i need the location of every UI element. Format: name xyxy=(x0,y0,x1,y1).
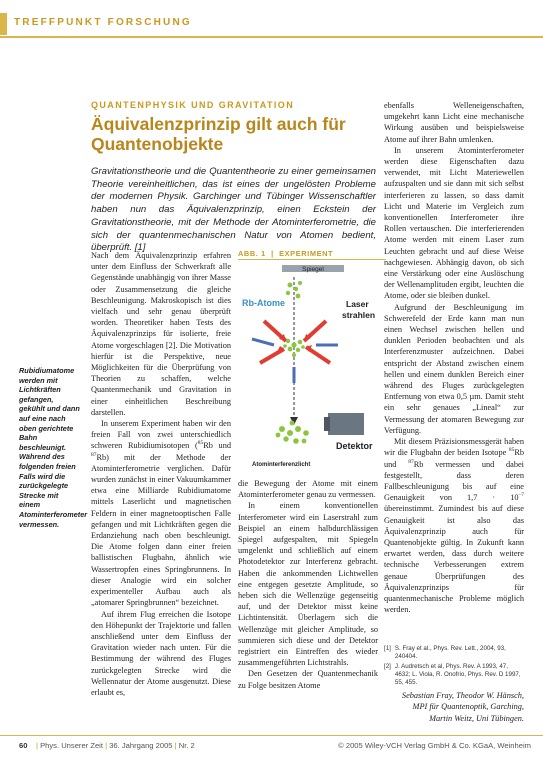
col3-paragraph-4: Mit diesem Präzisionsmessgerät haben wir die Flugbahn der beiden Isotope $^{85}$Rb und $^{87}$Rb vermessen und dabei festgestellt, dass deren Fallbeschleunigung bis auf eine Genauigkeit von $1,7 \cdot 10^{-7}$ übereinstimmt. Zumindest bis auf diese Genauigkeit ist also das Äquivalenzprinzip auch für Quantenobjekte gültig. In Zukunft kann erwartet werden, dass durch weitere technische Verbesserungen extrem genaue Überprüfungen des Äquivalenzprinzips für quantenmechanische Probleme möglich werden. xyxy=(384,437,524,615)
journal-info: | Phys. Unserer Zeit | 36. Jahrgang 2005 | Nr. 2 xyxy=(36,741,195,750)
page-footer xyxy=(0,735,543,753)
header-rule xyxy=(0,36,543,38)
article-lead: Gravitationstheorie und die Quantentheorie zu einer gemeinsamen Theorie vereinheitlichen, das ist eines der ungelösten Probleme der modernen Physik. Garchinger und Tübinger Wissenschaftler haben nun das Äquivalenzprinzip, einen Eckstein der Gravitationstheorie, mit der Methode der Atominterferometrie, die sich der quantenmechanischen Natur von Atomen bedient, überprüft. [1] xyxy=(91,166,376,254)
footer-rule xyxy=(0,735,543,736)
col2-paragraph-3: Den Gesetzen der Quantenmechanik zu Folge besitzen Atome xyxy=(238,669,378,690)
signature-line-3: Martin Weitz, Uni Tübingen. xyxy=(429,713,524,723)
header-label: TREFFPUNKT FORSCHUNG xyxy=(14,17,192,28)
rb-atoms-label: Rb-Atome xyxy=(242,298,285,308)
interference-light-label: Atominterferenzlicht xyxy=(252,462,311,468)
laser-label-2: strahlen xyxy=(342,310,376,320)
atom-cloud-bottom xyxy=(276,421,309,444)
col1-paragraph-1: Nach dem Äquivalenzprinzip erfahren unter dem Einfluss der Schwerkraft alle Gegenstände unabhängig von ihrer Masse oder Zusammensetzung die gleiche Beschleunigung. Makroskopisch ist dies vielfach und sehr genau überprüft worden. Theoretiker haben Tests des Äquivalenzprinzips für isolierte, freie Atome vorgeschlagen [2]. Die Motivation hierfür ist die Perspektive, neue Möglichkeiten für die Überprüfung von Theorien zu schaffen, welche Quantenmechanik und Gravitation in einer einheitlichen Beschreibung darstellen. xyxy=(91,251,231,417)
page-number: 60 xyxy=(19,741,28,750)
detector-label: Detektor xyxy=(336,441,373,451)
copyright: © 2005 Wiley-VCH Verlag GmbH & Co. KGaA, Weinheim xyxy=(338,741,531,750)
header-accent-bar xyxy=(0,13,7,35)
article-title: Äquivalenzprinzip gilt auch für Quantenobjekte xyxy=(91,114,346,154)
column-2 xyxy=(238,478,378,691)
column-1 xyxy=(91,250,231,698)
page-header xyxy=(0,13,543,35)
column-3 xyxy=(384,100,524,615)
references xyxy=(384,645,524,687)
col3-paragraph-1: ebenfalls Welleneigenschaften, umgekehrt kann Licht eine mechanische Wirkung ausüben und beispielsweise Atome auf ihrer Bahn umlenken. xyxy=(384,101,524,144)
col3-paragraph-2: In unserem Atominterferometer werden diese Eigenschaften dazu verwendet, mit Licht Materiewellen aufzuspalten und sie dann mit sich selbst interferieren zu lassen, so dass damit Licht und Materie im Vergleich zum konventionellen Interferometer ihre Rollen vertauschen. Die interferierenden Atome werden mit einem Laser zum Leuchten gebracht und auf diese Weise nachgewiesen. Abhängig davon, ob sich eine Verstärkung oder eine Auslöschung der Wellenamplituden ergibt, leuchten die Atome, oder sie bleiben dunkel. xyxy=(384,145,524,301)
section-label: QUANTENPHYSIK UND GRAVITATION xyxy=(91,100,295,110)
reference-item: [1] S. Fray et al., Phys. Rev. Lett., 2004, 93, 240404. xyxy=(384,645,506,660)
mirror-label: Spiegel xyxy=(302,266,324,273)
figure-label: ABB. 1 | EXPERIMENT xyxy=(238,249,334,258)
signature-line-1: Sebastian Fray, Theodor W. Hänsch, xyxy=(401,691,524,700)
signature-line-2: MPI für Quantenoptik, Garching, xyxy=(412,702,524,712)
sidebar-caption: Rubidiumatome werden mit Lichtkräften gefangen, gekühlt und dann auf eine nach oben gerichtete Bahn beschleunigt. Während des folgenden freien Falls wird die zurückgelegte Strecke mit einem Atominterferometer vermessen. xyxy=(19,366,88,529)
author-signature xyxy=(374,690,524,724)
laser-label-1: Laser xyxy=(346,299,369,309)
col3-paragraph-3: Aufgrund der Beschleunigung im Schwerefeld der Erde kann man nun einen Wechsel zwischen hellen und dunklen Perioden beobachten und als Interferenzmuster aufzeichnen. Dabei entspricht der Abstand zwischen einem hellen und einem dunklen Bereich einer während des Fluges zurückgelegten Entfernung von etwa 0,5 µm. Damit steht ein sehr genaues „Lineal“ zur Vermessung der atomaren Bewegung zur Verfügung. xyxy=(384,302,524,435)
detector-body xyxy=(328,413,364,435)
col2-paragraph-1: die Bewegung der Atome mit einem Atominterferometer genau zu vermessen. xyxy=(238,479,378,500)
figure-experiment xyxy=(238,249,386,471)
col1-paragraph-2: In unserem Experiment haben wir den freien Fall von zwei unterschiedlich schweren Rubidiumisotopen ($^{85}$Rb und $^{87}$Rb) mit der Methode der Atominterferometrie verglichen. Dafür wurden zunächst in einer Vakuumkammer etwa eine Milliarde Rubidiumatome mittels Laserlicht und magnetischen Feldern in einer magnetooptischen Falle gefangen und mit Lichtkräften gegen die Erdanziehung nach oben beschleunigt. Die Atome folgen dann einer freien ballistischen Flugbahn, ähnlich wie Wassertropfen eines Springbrunnens. In dieser Analogie wird ein solcher experimenteller Aufbau auch als „atomarer Springbrunnen“ bezeichnet. xyxy=(91,419,232,608)
experiment-diagram xyxy=(238,263,386,471)
reference-item: [2] J. Audretsch et al, Phys. Rev. A 1993, 47, 4632; L. Viola, R. Onofrio, Phys. Rev. D 1997, 55, 455. xyxy=(384,663,521,686)
col2-paragraph-2: In einem konventionellen Interferometer wird ein Laserstrahl zum Beispiel an einem halbdurchlässigen Spiegel aufgespalten, mit Spiegeln umgelenkt und schließlich auf einem Photodetektor zur Interferenz gebracht. Haben die ankommenden Lichtwellen eine entgegen gesetzte Amplitude, so heben sich die Wellenzüge gegenseitig auf, und der Detektor misst keine Lichtintensität. Überlagern sich die Wellenzüge mit gleicher Amplitude, so summieren sich diese und der Detektor registriert ein Eintreffen des wieder zusammengeführten Lichtstrahls. xyxy=(238,501,378,668)
figure-rule xyxy=(238,259,386,260)
col1-paragraph-3: Auf ihrem Flug erreichen die Isotope den Höhepunkt der Trajektorie und fallen anschließend unter dem Einfluss der Gravitation wieder nach unten. Für die Bestimmung der während des Fluges zurückgelegten Strecke wird die Wellennatur der Atome ausgenutzt. Diese erlaubt es, xyxy=(91,609,231,697)
